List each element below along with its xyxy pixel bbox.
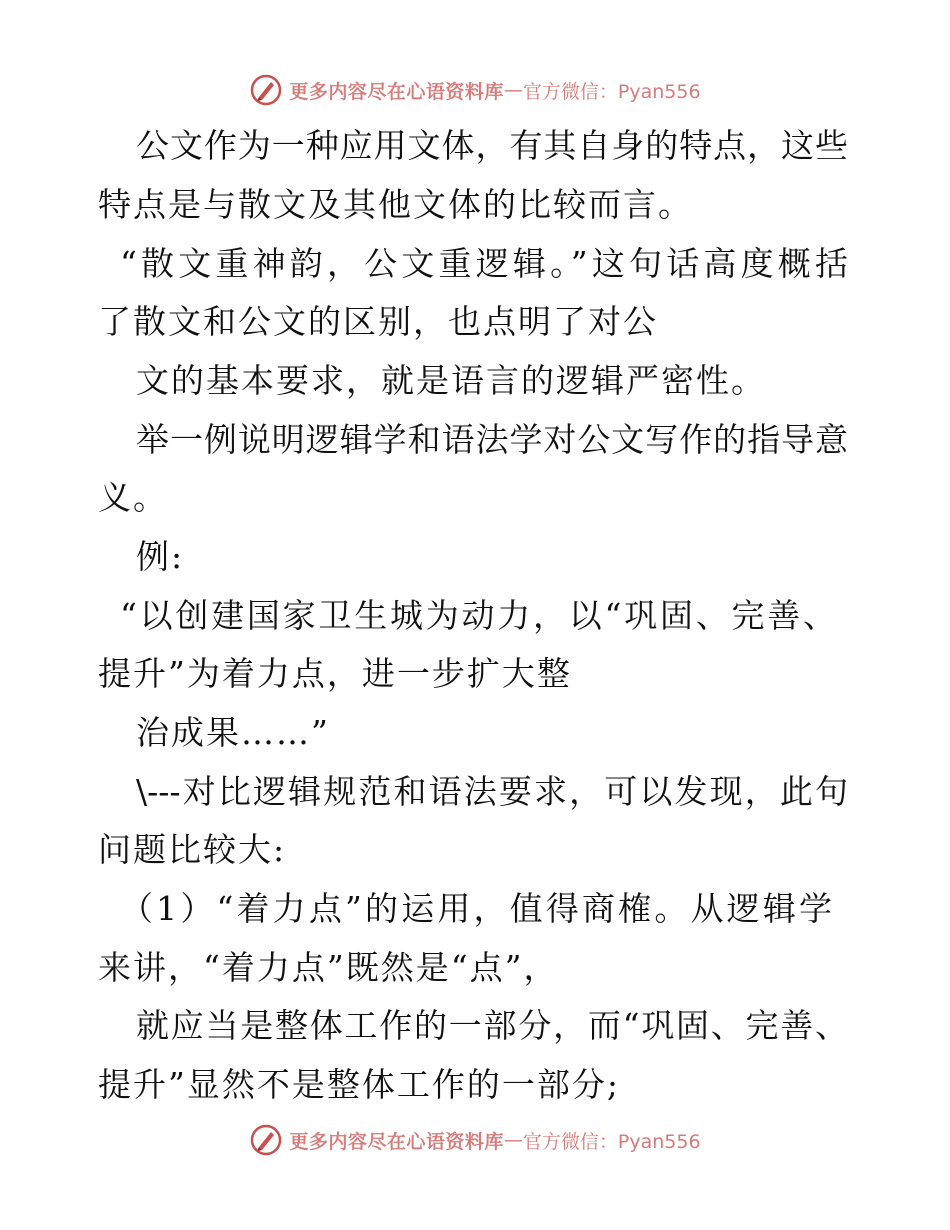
pen-logo-icon <box>249 1123 283 1157</box>
text-line: 特点是与散文及其他文体的比较而言。 <box>98 185 693 224</box>
watermark-title: 更多内容尽在心语资料库 <box>289 1130 504 1153</box>
text-line: 提升”显然不是整体工作的一部分; <box>98 1065 620 1104</box>
text-line: 例: <box>136 537 185 576</box>
text-line: 提升”为着力点，进一步扩大整 <box>98 654 572 693</box>
text-line: 问题比较大: <box>98 830 287 869</box>
footer-watermark <box>0 1120 950 1160</box>
watermark-wechat: 官方微信：Pyan556 <box>522 1130 701 1153</box>
text-line: \---对比逻辑规范和语法要求，可以发现，此句 <box>136 772 848 811</box>
text-line: 了散文和公文的区别，也点明了对公 <box>98 302 658 341</box>
text-line: 就应当是整体工作的一部分，而“巩固、完善、 <box>136 1006 848 1045</box>
watermark-wechat: 官方微信：Pyan556 <box>522 80 701 103</box>
text-line: 义。 <box>98 478 168 517</box>
watermark-separator: — <box>503 1129 523 1151</box>
text-line: （1）“着力点”的运用，值得商榷。从逻辑学 <box>120 889 832 928</box>
watermark-separator: — <box>503 79 523 101</box>
text-line: 文的基本要求，就是语言的逻辑严密性。 <box>136 361 766 400</box>
text-line: “以创建国家卫生城为动力，以“巩固、完善、 <box>120 596 836 635</box>
text-line: 公文作为一种应用文体，有其自身的特点，这些 <box>136 126 848 165</box>
text-line: 来讲，“着力点”既然是“点”， <box>98 948 559 987</box>
watermark-title: 更多内容尽在心语资料库 <box>289 80 504 103</box>
text-line: 治成果……” <box>136 713 330 752</box>
text-line: 举一例说明逻辑学和语法学对公文写作的指导意 <box>136 420 848 459</box>
text-line: “散文重神韵，公文重逻辑。”这句话高度概括 <box>120 244 848 283</box>
